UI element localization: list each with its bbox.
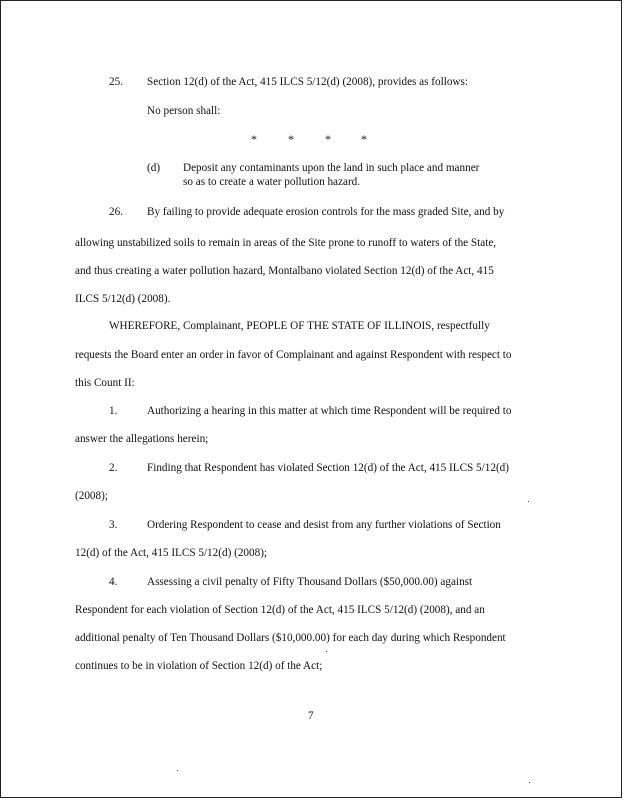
scan-speck: [528, 501, 529, 502]
quoted-item-label: (d): [147, 162, 161, 174]
quoted-item-line: so as to create a water pollution hazard.: [183, 176, 361, 188]
para-26-line: ILCS 5/12(d) (2008).: [75, 293, 171, 305]
para-25-text: Section 12(d) of the Act, 415 ILCS 5/12(d) (2008), provides as follows:: [147, 76, 468, 88]
prayer-item-number: 4.: [109, 576, 118, 588]
para-26-line: By failing to provide adequate erosion controls for the mass graded Site, and by: [147, 206, 505, 218]
scan-speck: [177, 770, 178, 771]
para-26-line: allowing unstabilized soils to remain in areas of the Site prone to runoff to waters of the State,: [75, 237, 497, 249]
ellipsis-star: *: [361, 132, 367, 146]
wherefore-line: WHEREFORE, Complainant, PEOPLE OF THE STATE OF ILLINOIS, respectfully: [109, 320, 490, 332]
prayer-item-line: Respondent for each violation of Section 12(d) of the Act, 415 ILCS 5/12(d) (2008), and an: [75, 604, 485, 616]
prayer-item-line: additional penalty of Ten Thousand Dollars ($10,000.00) for each day during which Respondent: [75, 632, 506, 644]
quoted-item-line: Deposit any contaminants upon the land in such place and manner: [183, 162, 480, 174]
prayer-item-number: 3.: [109, 519, 118, 531]
prayer-item-line: continues to be in violation of Section 12(d) of the Act;: [75, 660, 323, 672]
scan-speck: [326, 651, 327, 652]
prayer-item-number: 1.: [109, 405, 118, 417]
para-26-line: and thus creating a water pollution hazard, Montalbano violated Section 12(d) of the Act, 415: [75, 265, 494, 277]
page-number: 7: [308, 710, 314, 722]
wherefore-line: this Count II:: [75, 377, 135, 389]
wherefore-line: requests the Board enter an order in favor of Complainant and against Respondent with respect to: [75, 349, 512, 361]
prayer-item-line: Ordering Respondent to cease and desist from any further violations of Section: [147, 519, 501, 531]
scan-speck: [529, 782, 530, 783]
para-26-number: 26.: [109, 206, 123, 218]
prayer-item-line: Finding that Respondent has violated Section 12(d) of the Act, 415 ILCS 5/12(d): [147, 462, 509, 474]
prayer-item-line: Authorizing a hearing in this matter at which time Respondent will be required to: [147, 405, 512, 417]
prayer-item-line: Assessing a civil penalty of Fifty Thousand Dollars ($50,000.00) against: [147, 576, 473, 588]
prayer-item-line: (2008);: [75, 490, 108, 502]
ellipsis-star: *: [288, 132, 294, 146]
para-25-subtext: No person shall:: [147, 105, 221, 117]
ellipsis-star: *: [325, 132, 331, 146]
para-25-number: 25.: [109, 76, 123, 88]
prayer-item-line: 12(d) of the Act, 415 ILCS 5/12(d) (2008);: [75, 547, 268, 559]
prayer-item-number: 2.: [109, 462, 118, 474]
ellipsis-star: *: [251, 132, 257, 146]
prayer-item-line: answer the allegations herein;: [75, 433, 209, 445]
